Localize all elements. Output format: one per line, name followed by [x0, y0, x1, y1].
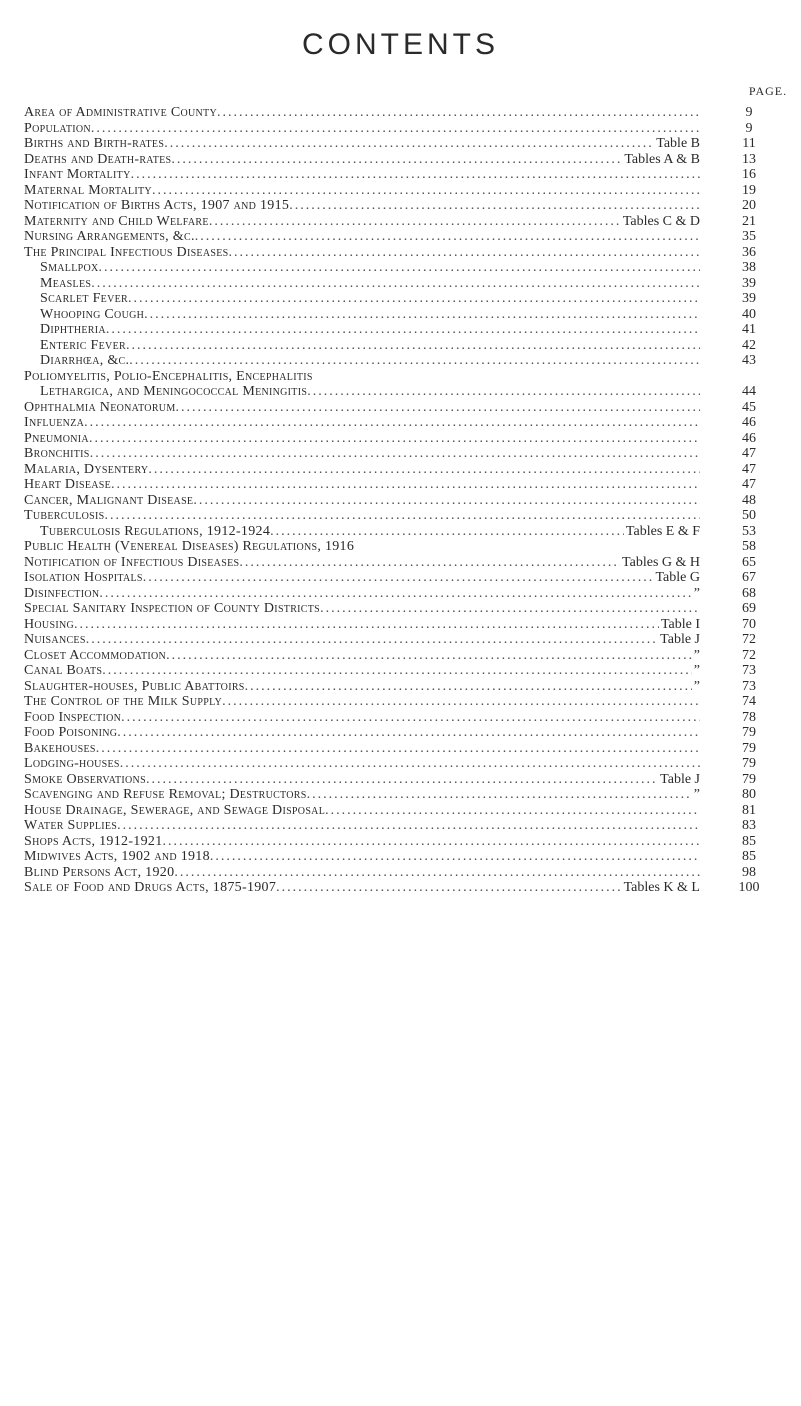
- toc-entry-page-number: 53: [742, 523, 756, 539]
- toc-entry-title: Sale of Food and Drugs Acts, 1875-1907: [24, 880, 277, 895]
- toc-entry: [24, 756, 794, 772]
- dot-leader: [144, 307, 700, 323]
- toc-entry: [24, 663, 794, 679]
- toc-entry: [24, 183, 794, 199]
- toc-entry-title: House Drainage, Sewerage, and Sewage Disposal: [24, 802, 326, 818]
- toc-entry-label: [24, 601, 700, 617]
- toc-entry-title: Diarrhœa, &c.: [40, 353, 130, 368]
- toc-entry: [24, 493, 794, 509]
- toc-entry-label: [24, 462, 700, 478]
- dot-leader: [129, 353, 700, 369]
- toc-entry-label: [24, 555, 700, 571]
- toc-entry-table-ref: Table I: [660, 616, 700, 632]
- toc-entry-label: [24, 725, 700, 741]
- toc-entry-label: [24, 865, 700, 881]
- dot-leader: [105, 508, 701, 524]
- toc-entry-title: Public Health (Venereal Diseases) Regulations, 1916: [24, 539, 355, 554]
- dot-leader: [152, 183, 700, 199]
- toc-entry: [24, 353, 794, 369]
- toc-entry-page-number: 44: [742, 384, 756, 399]
- toc-entry: [24, 462, 794, 478]
- contents-list: [24, 105, 794, 896]
- toc-entry: [24, 818, 794, 834]
- toc-entry-table-ref: Table J: [660, 632, 700, 647]
- toc-entry-title: Tuberculosis Regulations, 1912-1924: [40, 523, 271, 539]
- toc-entry-label: [24, 834, 700, 850]
- toc-entry-title: Heart Disease: [24, 477, 112, 492]
- toc-entry-title: Lethargica, and Meningococcal Meningitis: [40, 384, 308, 399]
- dot-leader: [126, 338, 700, 354]
- toc-entry-label: [24, 229, 700, 245]
- dot-leader: [307, 384, 700, 400]
- toc-entry: [24, 245, 794, 261]
- toc-entry-page-number: 40: [742, 306, 756, 322]
- toc-entry: [24, 570, 794, 586]
- toc-entry-title: Nursing Arrangements, &c.: [24, 229, 195, 244]
- toc-entry: [24, 136, 794, 152]
- dot-leader: [86, 632, 658, 648]
- toc-entry-label: [24, 694, 700, 710]
- toc-entry-page-number: 78: [742, 709, 756, 725]
- toc-entry-page-number: 73: [742, 663, 756, 678]
- toc-entry-page-number: 79: [742, 771, 756, 787]
- dot-leader: [90, 446, 700, 462]
- toc-entry-page-number: 45: [742, 399, 756, 415]
- toc-entry-label: [24, 710, 700, 726]
- toc-entry-title: Pneumonia: [24, 430, 89, 446]
- toc-entry-title: The Control of the Milk Supply: [24, 694, 223, 709]
- toc-entry: [24, 710, 794, 726]
- toc-entry: [24, 834, 794, 850]
- toc-entry-page-number: 35: [742, 229, 756, 244]
- toc-entry-page-number: 73: [742, 678, 756, 694]
- dot-leader: [131, 167, 700, 183]
- toc-entry: [24, 105, 794, 121]
- dot-leader: [99, 260, 700, 276]
- dot-leader: [120, 756, 700, 772]
- toc-entry-page-number: 46: [742, 415, 756, 430]
- dot-leader: [276, 880, 621, 896]
- toc-entry: [24, 369, 794, 385]
- toc-entry-table-ref: ”: [693, 678, 700, 694]
- toc-entry-label: [40, 260, 700, 276]
- toc-entry-page-number: 72: [742, 647, 756, 663]
- toc-entry-title: Enteric Fever: [40, 337, 126, 353]
- dot-leader: [229, 245, 701, 261]
- toc-entry-page-number: 47: [742, 477, 756, 492]
- toc-entry-label: [24, 245, 700, 261]
- toc-entry-page-number: 9: [745, 120, 753, 136]
- toc-entry-table-ref: Tables K & L: [623, 880, 700, 895]
- toc-entry: [24, 276, 794, 292]
- toc-entry-page-number: 41: [742, 322, 756, 337]
- dot-leader: [96, 741, 700, 757]
- dot-leader: [164, 136, 654, 152]
- toc-entry-title: Canal Boats: [24, 663, 103, 678]
- toc-entry-label: [24, 477, 700, 493]
- toc-entry-label: [24, 849, 700, 865]
- toc-entry-page-number: 13: [742, 151, 756, 167]
- toc-entry: [24, 555, 794, 571]
- toc-entry: [24, 431, 794, 447]
- toc-entry-title: Housing: [24, 616, 74, 632]
- toc-entry-page-number: 43: [742, 353, 756, 368]
- dot-leader: [245, 679, 692, 695]
- toc-entry: [24, 214, 794, 230]
- dot-leader: [121, 710, 700, 726]
- toc-entry-label: [40, 384, 700, 400]
- toc-entry-label: [24, 493, 700, 509]
- toc-entry: [24, 787, 794, 803]
- toc-entry-page-number: 72: [742, 632, 756, 647]
- toc-entry-title: Population: [24, 120, 91, 136]
- dot-leader: [193, 493, 700, 509]
- toc-entry-page-number: 20: [742, 198, 756, 213]
- toc-entry-title: The Principal Infectious Diseases: [24, 244, 229, 260]
- dot-leader: [84, 415, 700, 431]
- dot-leader: [222, 694, 700, 710]
- toc-entry-page-number: 47: [742, 461, 756, 477]
- toc-entry: [24, 121, 794, 137]
- toc-entry-label: [24, 803, 700, 819]
- dot-leader: [163, 834, 701, 850]
- toc-entry-page-number: 36: [742, 244, 756, 260]
- toc-entry-label: [24, 663, 700, 679]
- toc-entry-title: Shops Acts, 1912-1921: [24, 833, 163, 849]
- toc-entry-title: Smallpox: [40, 260, 99, 275]
- toc-entry-page-number: 11: [742, 136, 756, 151]
- toc-entry: [24, 415, 794, 431]
- dot-leader: [217, 105, 700, 121]
- toc-entry-label: [24, 632, 700, 648]
- dot-leader: [146, 772, 658, 788]
- toc-entry: [24, 400, 794, 416]
- toc-entry-page-number: 74: [742, 694, 756, 709]
- toc-entry: [24, 601, 794, 617]
- toc-entry: [24, 694, 794, 710]
- toc-entry: [24, 586, 794, 602]
- toc-entry: [24, 167, 794, 183]
- dot-leader: [325, 803, 700, 819]
- toc-entry-label: [40, 291, 700, 307]
- toc-entry-label: [24, 570, 700, 586]
- toc-entry-title: Slaughter-houses, Public Abattoirs: [24, 678, 245, 694]
- toc-entry-table-ref: ”: [693, 663, 700, 678]
- toc-entry-table-ref: Table G: [655, 570, 700, 585]
- toc-entry-title: Influenza: [24, 415, 85, 430]
- toc-entry-title: Bakehouses: [24, 740, 96, 756]
- toc-entry: [24, 384, 794, 400]
- toc-entry-page-number: 46: [742, 430, 756, 446]
- toc-entry-title: Poliomyelitis, Polio-Encephalitis, Encephalitis: [24, 368, 313, 384]
- dot-leader: [89, 431, 700, 447]
- dot-leader: [91, 276, 700, 292]
- toc-entry-title: Tuberculosis: [24, 508, 105, 523]
- toc-entry: [24, 322, 794, 338]
- toc-entry-label: [24, 136, 700, 152]
- toc-entry: [24, 524, 794, 540]
- toc-entry-title: Scarlet Fever: [40, 291, 128, 306]
- toc-entry-page-number: 81: [742, 802, 756, 818]
- dot-leader: [210, 849, 700, 865]
- toc-entry-label: [24, 539, 700, 555]
- toc-entry-label: [24, 648, 700, 664]
- toc-entry-title: Nuisances: [24, 632, 86, 647]
- toc-entry-title: Whooping Cough: [40, 306, 145, 322]
- toc-entry-label: [24, 880, 700, 896]
- toc-entry: [24, 198, 794, 214]
- toc-entry-label: [24, 818, 700, 834]
- toc-entry-title: Diphtheria: [40, 322, 106, 337]
- toc-entry-page-number: 68: [742, 585, 756, 601]
- toc-entry-label: [24, 679, 700, 695]
- toc-entry-label: [24, 446, 700, 462]
- toc-entry-table-ref: Tables G & H: [622, 554, 700, 570]
- toc-entry: [24, 880, 794, 896]
- toc-entry-table-ref: Table J: [660, 771, 700, 787]
- toc-entry-label: [24, 214, 700, 230]
- toc-entry-label: [24, 400, 700, 416]
- toc-entry-label: [24, 741, 700, 757]
- toc-entry-table-ref: Table B: [656, 136, 700, 151]
- toc-entry-title: Cancer, Malignant Disease: [24, 492, 194, 508]
- toc-entry: [24, 679, 794, 695]
- toc-entry-title: Special Sanitary Inspection of County Districts: [24, 601, 321, 616]
- toc-entry-title: Births and Birth-rates: [24, 136, 165, 151]
- dot-leader: [111, 477, 700, 493]
- toc-entry-label: [40, 524, 700, 540]
- toc-entry-title: Malaria, Dysentery: [24, 461, 149, 477]
- toc-entry-page-number: 79: [742, 740, 756, 756]
- toc-entry-table-ref: Tables A & B: [624, 151, 700, 167]
- dot-leader: [91, 121, 700, 137]
- toc-entry: [24, 617, 794, 633]
- toc-entry: [24, 307, 794, 323]
- toc-entry-label: [40, 338, 700, 354]
- dot-leader: [171, 152, 622, 168]
- dot-leader: [174, 865, 700, 881]
- dot-leader: [74, 617, 659, 633]
- toc-entry-table-ref: ”: [693, 647, 700, 663]
- dot-leader: [176, 400, 700, 416]
- toc-entry-page-number: 100: [738, 880, 760, 895]
- toc-entry-label: [40, 322, 700, 338]
- toc-entry: [24, 291, 794, 307]
- toc-entry-page-number: 39: [742, 291, 756, 306]
- toc-entry-title: Infant Mortality: [24, 167, 131, 182]
- toc-entry-title: Measles: [40, 275, 92, 291]
- dot-leader: [106, 322, 700, 338]
- toc-entry-page-number: 70: [742, 616, 756, 632]
- toc-entry-title: Notification of Infectious Diseases: [24, 554, 240, 570]
- toc-entry-label: [24, 431, 700, 447]
- toc-entry-page-number: 85: [742, 833, 756, 849]
- toc-entry-page-number: 79: [742, 725, 756, 740]
- toc-entry-table-ref: ”: [693, 585, 700, 601]
- toc-entry-label: [24, 121, 700, 137]
- toc-entry-title: Ophthalmia Neonatorum: [24, 399, 176, 415]
- toc-entry: [24, 865, 794, 881]
- toc-entry: [24, 539, 794, 555]
- toc-entry: [24, 648, 794, 664]
- toc-entry-label: [24, 508, 700, 524]
- toc-entry: [24, 725, 794, 741]
- toc-entry-label: [40, 276, 700, 292]
- toc-entry: [24, 338, 794, 354]
- toc-entry: [24, 772, 794, 788]
- dot-leader: [239, 555, 620, 571]
- toc-entry-title: Area of Administrative County: [24, 105, 217, 120]
- toc-entry-title: Isolation Hospitals: [24, 570, 143, 585]
- toc-entry-label: [24, 415, 700, 431]
- toc-entry-label: [24, 183, 700, 199]
- toc-entry-table-ref: Tables C & D: [622, 213, 700, 229]
- toc-entry-title: Scavenging and Refuse Removal; Destructors: [24, 787, 307, 802]
- dot-leader: [307, 787, 692, 803]
- dot-leader: [270, 524, 624, 540]
- toc-entry-title: Blind Persons Act, 1920: [24, 864, 175, 880]
- toc-entry-page-number: 67: [742, 570, 756, 585]
- toc-entry-page-number: 50: [742, 508, 756, 523]
- toc-entry-page-number: 38: [742, 260, 756, 275]
- toc-entry-label: [24, 152, 700, 168]
- toc-entry-page-number: 83: [742, 818, 756, 833]
- toc-entry-label: [24, 369, 700, 385]
- dot-leader: [117, 725, 700, 741]
- dot-leader: [195, 229, 700, 245]
- toc-entry-title: Deaths and Death-rates: [24, 151, 172, 167]
- toc-entry: [24, 260, 794, 276]
- page-column-label: PAGE.: [748, 84, 788, 98]
- dot-leader: [128, 291, 700, 307]
- toc-entry-page-number: 69: [742, 601, 756, 616]
- toc-entry: [24, 803, 794, 819]
- toc-entry-page-number: 85: [742, 849, 756, 864]
- toc-entry-label: [24, 787, 700, 803]
- dot-leader: [143, 570, 654, 586]
- toc-entry-page-number: 39: [742, 275, 756, 291]
- toc-entry-title: Lodging-houses: [24, 756, 120, 771]
- toc-entry-label: [24, 617, 700, 633]
- toc-entry-table-ref: Tables E & F: [625, 523, 700, 539]
- toc-entry-title: Closet Accommodation: [24, 647, 167, 663]
- toc-entry: [24, 152, 794, 168]
- dot-leader: [320, 601, 700, 617]
- toc-entry-page-number: 98: [742, 864, 756, 880]
- toc-entry: [24, 508, 794, 524]
- toc-entry-page-number: 79: [742, 756, 756, 771]
- toc-entry-title: Water Supplies: [24, 818, 118, 833]
- toc-entry-page-number: 58: [742, 539, 756, 554]
- toc-entry-title: Food Poisoning: [24, 725, 118, 740]
- toc-entry-title: Disinfection: [24, 585, 100, 601]
- toc-entry-page-number: 80: [742, 787, 756, 802]
- dot-leader: [117, 818, 700, 834]
- toc-entry-page-number: 21: [742, 213, 756, 229]
- toc-entry-page-number: 65: [742, 554, 756, 570]
- toc-entry-page-number: 42: [742, 337, 756, 353]
- toc-entry-label: [24, 772, 700, 788]
- toc-entry: [24, 446, 794, 462]
- toc-entry-title: Food Inspection: [24, 709, 122, 725]
- toc-entry-page-number: 19: [742, 182, 756, 198]
- toc-entry-page-number: 47: [742, 446, 756, 461]
- toc-entry-label: [24, 586, 700, 602]
- toc-entry-title: Midwives Acts, 1902 and 1918: [24, 849, 210, 864]
- toc-entry-label: [24, 167, 700, 183]
- toc-entry-label: [40, 353, 700, 369]
- toc-entry: [24, 229, 794, 245]
- toc-entry-title: Maternal Mortality: [24, 182, 152, 198]
- toc-entry-label: [24, 756, 700, 772]
- toc-entry-page-number: 16: [742, 167, 756, 182]
- dot-leader: [289, 198, 700, 214]
- toc-entry-title: Notification of Births Acts, 1907 and 1915: [24, 198, 290, 213]
- toc-entry-table-ref: ”: [693, 787, 700, 802]
- dot-leader: [166, 648, 692, 664]
- dot-leader: [99, 586, 691, 602]
- toc-entry-title: Maternity and Child Welfare: [24, 213, 209, 229]
- toc-entry-label: [24, 105, 700, 121]
- toc-entry-title: Bronchitis: [24, 446, 90, 461]
- dot-leader: [102, 663, 692, 679]
- dot-leader: [148, 462, 700, 478]
- toc-entry-page-number: 9: [745, 105, 753, 120]
- toc-entry-label: [24, 198, 700, 214]
- toc-entry-title: Smoke Observations: [24, 771, 146, 787]
- toc-entry-page-number: 48: [742, 492, 756, 508]
- toc-entry: [24, 741, 794, 757]
- toc-entry: [24, 477, 794, 493]
- toc-entry: [24, 632, 794, 648]
- toc-entry: [24, 849, 794, 865]
- dot-leader: [209, 214, 621, 230]
- page-title: CONTENTS: [302, 28, 499, 61]
- toc-entry-label: [40, 307, 700, 323]
